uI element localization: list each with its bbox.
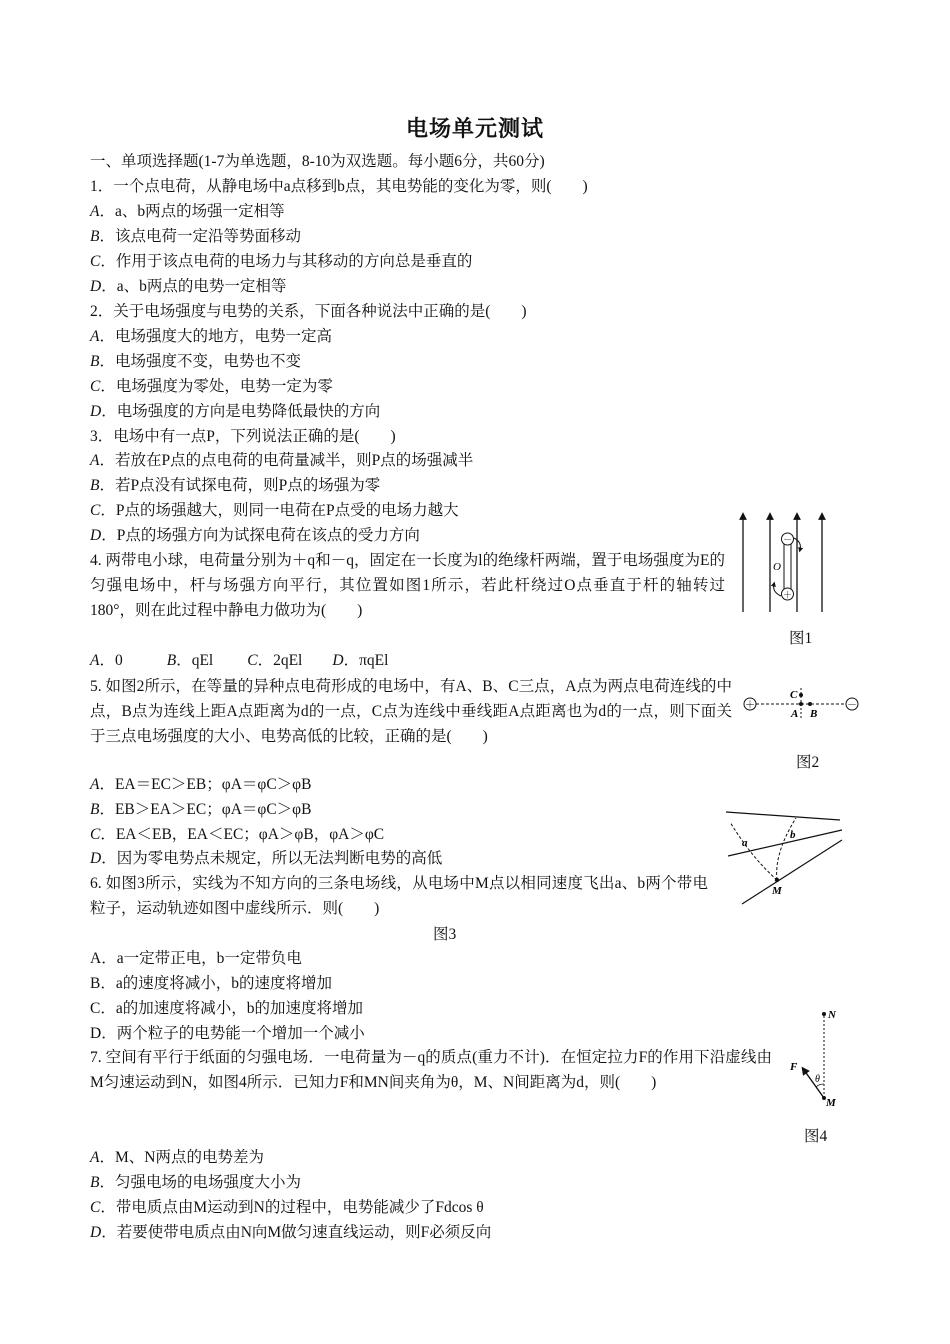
option-key: D xyxy=(90,527,102,544)
question-6-option-b: B．a的速度将减小，b的速度将增加 xyxy=(90,975,332,992)
question-5-option-b xyxy=(90,800,311,820)
field-line xyxy=(726,812,840,820)
option-text: ．EA＝EC＞EB；φA＝φC＞φB xyxy=(99,776,312,793)
option-text: ．该点电荷一定沿等势面移动 xyxy=(99,228,301,245)
question-3-option-a xyxy=(90,451,473,471)
figure-2-diagram xyxy=(738,684,864,724)
option-key: B xyxy=(90,801,100,818)
question-2-option-c xyxy=(90,377,333,397)
option-text: ．电场强度为零处，电势一定为零 xyxy=(100,378,333,395)
question-1-stem: 1．一个点电荷，从静电场中a点移到b点，其电势能的变化为零，则( ) xyxy=(90,178,588,195)
option-text: ．P点的场强方向为试探电荷在该点的受力方向 xyxy=(101,527,420,544)
option-text: ．qEl xyxy=(176,652,214,669)
option-text: ．若放在P点的点电荷的电荷量减半，则P点的场强减半 xyxy=(99,452,474,469)
question-3-option-d xyxy=(90,526,420,546)
question-7-option-d xyxy=(90,1223,491,1243)
point-b-label: B xyxy=(810,708,818,720)
option-text: ．若P点没有试探电荷，则P点的场强为零 xyxy=(99,477,381,494)
question-2-option-d xyxy=(90,402,380,422)
option-key: D xyxy=(90,850,102,867)
option-text: ．P点的场强越大，则同一电荷在P点受的电场力越大 xyxy=(100,502,459,519)
option-text: ．a、b两点的电势一定相等 xyxy=(101,278,287,295)
question-1-option-c xyxy=(90,252,472,272)
option-key: D xyxy=(90,403,102,420)
point-n-label: N xyxy=(828,1009,836,1021)
question-1-option-a xyxy=(90,202,285,222)
question-2-option-a xyxy=(90,327,332,347)
option-key: A xyxy=(90,452,100,469)
option-text: ．匀强电场的电场强度大小为 xyxy=(99,1174,301,1191)
point-n xyxy=(822,1012,826,1016)
option-text: ．2qEl xyxy=(257,652,303,669)
positive-charge-sign: ＋ xyxy=(782,590,793,600)
question-5-option-d xyxy=(90,849,442,869)
question-7-option-c xyxy=(90,1198,484,1218)
trajectory-a-label: a xyxy=(742,837,748,849)
option-text: ．电场强度的方向是电势降低最快的方向 xyxy=(101,403,381,420)
point-a-label: A xyxy=(791,708,799,720)
option-key: C xyxy=(90,826,101,843)
option-text: ．因为零电势点未规定，所以无法判断电势的高低 xyxy=(101,850,443,867)
figure-4-caption: 图4 xyxy=(804,1128,828,1145)
option-key: C xyxy=(90,502,101,519)
question-4-stem: 4. 两带电小球，电荷量分别为＋q和－q，固定在一长度为l的绝缘杆两端，置于电场强度为E的匀强电场中，杆与场强方向平行，其位置如图1所示，若此杆绕过O点垂直于杆的轴转过180°，则在此过程中静电力做功为( ) xyxy=(90,552,725,619)
page-title: 电场单元测试 xyxy=(405,117,544,142)
option-text: ．EA＜EB，EA＜EC；φA＞φB，φA＞φC xyxy=(100,826,385,843)
option-key: D xyxy=(90,278,102,295)
figure-3-diagram xyxy=(722,808,846,908)
question-1-option-d xyxy=(90,277,286,297)
option-key: A xyxy=(90,1149,100,1166)
figure-3-caption: 图3 xyxy=(433,926,457,943)
trajectory-a xyxy=(730,822,777,880)
question-7-option-b xyxy=(90,1173,301,1193)
figure-1-caption: 图1 xyxy=(789,630,813,647)
point-b xyxy=(808,702,812,706)
option-key: B xyxy=(90,228,100,245)
section-heading: 一、单项选择题(1-7为单选题，8-10为双选题。每小题6分，共60分) xyxy=(90,153,545,170)
point-c-label: C xyxy=(790,689,798,701)
option-text: ．电场强度不变，电势也不变 xyxy=(99,353,301,370)
option-text: ．M、N两点的电势差为 xyxy=(99,1149,264,1166)
question-7-option-a xyxy=(90,1148,264,1168)
negative-charge-sign: － xyxy=(782,535,793,545)
option-text: ．πqEl xyxy=(343,652,389,669)
question-5-stem: 5. 如图2所示，在等量的异种点电荷形成的电场中，有A、B、C三点，A点为两点电荷连线的中点，B点为连线上距A点距离为d的一点，C点为连线中垂线距A点距离也为d的一点，则下面关于三点电场强度的大小、电势高低的比较，正确的是( ) xyxy=(90,678,732,745)
question-5-option-c xyxy=(90,825,384,845)
question-5-option-a xyxy=(90,775,311,795)
point-a xyxy=(799,702,803,706)
option-key: C xyxy=(90,253,101,270)
question-3-option-b xyxy=(90,476,380,496)
option-key: A xyxy=(90,776,100,793)
point-m-label: M xyxy=(826,1097,836,1109)
negative-charge-sign: － xyxy=(847,700,857,711)
pivot-label: O xyxy=(773,561,781,573)
option-key: A xyxy=(90,328,100,345)
force-f-label: F xyxy=(790,1061,798,1073)
option-key: D xyxy=(332,652,344,669)
question-6-option-d: D．两个粒子的电势能一个增加一个减小 xyxy=(90,1025,365,1042)
question-6-option-a: A．a一定带正电，b一定带负电 xyxy=(90,950,302,967)
point-m xyxy=(775,878,779,882)
option-key: B xyxy=(90,353,100,370)
question-4-options xyxy=(90,651,388,671)
question-7-stem: 7. 空间有平行于纸面的匀强电场．一电荷量为－q的质点(重力不计)．在恒定拉力F的作用下沿虚线由M匀速运动到N，如图4所示．已知力F和MN间夹角为θ，M、N间距离为d，则( ) xyxy=(90,1049,772,1091)
option-text: ．a、b两点的场强一定相等 xyxy=(99,203,285,220)
figure-1-diagram xyxy=(730,508,830,618)
option-text: ．EB＞EA＞EC；φA＝φC＞φB xyxy=(99,801,312,818)
option-key: A xyxy=(90,652,100,669)
point-m-label: M xyxy=(772,885,782,897)
option-text: ．作用于该点电荷的电场力与其移动的方向总是垂直的 xyxy=(100,253,473,270)
option-key: C xyxy=(247,652,258,669)
option-key: B xyxy=(90,1174,100,1191)
rotation-arrow xyxy=(774,584,781,596)
option-text: ．0 xyxy=(99,652,123,669)
figure-4-diagram xyxy=(784,1004,844,1110)
option-key: A xyxy=(90,203,100,220)
option-key: C xyxy=(90,378,101,395)
trajectory-b-label: b xyxy=(790,829,796,841)
option-key: D xyxy=(90,1224,102,1241)
question-6-option-c: C．a的加速度将减小，b的加速度将增加 xyxy=(90,1000,363,1017)
question-6-stem: 6. 如图3所示，实线为不知方向的三条电场线，从电场中M点以相同速度飞出a、b两个带电粒子，运动轨迹如图中虚线所示．则( ) xyxy=(90,875,708,917)
option-text: ．带电质点由M运动到N的过程中，电势能减少了Fdcos θ xyxy=(100,1199,484,1216)
question-3-stem: 3．电场中有一点P，下列说法正确的是( ) xyxy=(90,428,396,445)
option-text: ．电场强度大的地方，电势一定高 xyxy=(99,328,332,345)
question-2-option-b xyxy=(90,352,301,372)
option-key: B xyxy=(166,652,177,669)
option-key: B xyxy=(90,477,100,494)
insulating-rod xyxy=(784,542,791,592)
angle-theta-label: θ xyxy=(815,1074,820,1085)
question-3-option-c xyxy=(90,501,459,521)
option-text: ．若要使带电质点由N向M做匀速直线运动，则F必须反向 xyxy=(101,1224,492,1241)
positive-charge-sign: ＋ xyxy=(745,700,755,711)
question-1-option-b xyxy=(90,227,301,247)
figure-2-caption: 图2 xyxy=(796,754,820,771)
option-key: C xyxy=(90,1199,101,1216)
point-c xyxy=(799,693,803,697)
question-2-stem: 2．关于电场强度与电势的关系，下面各种说法中正确的是( ) xyxy=(90,303,527,320)
